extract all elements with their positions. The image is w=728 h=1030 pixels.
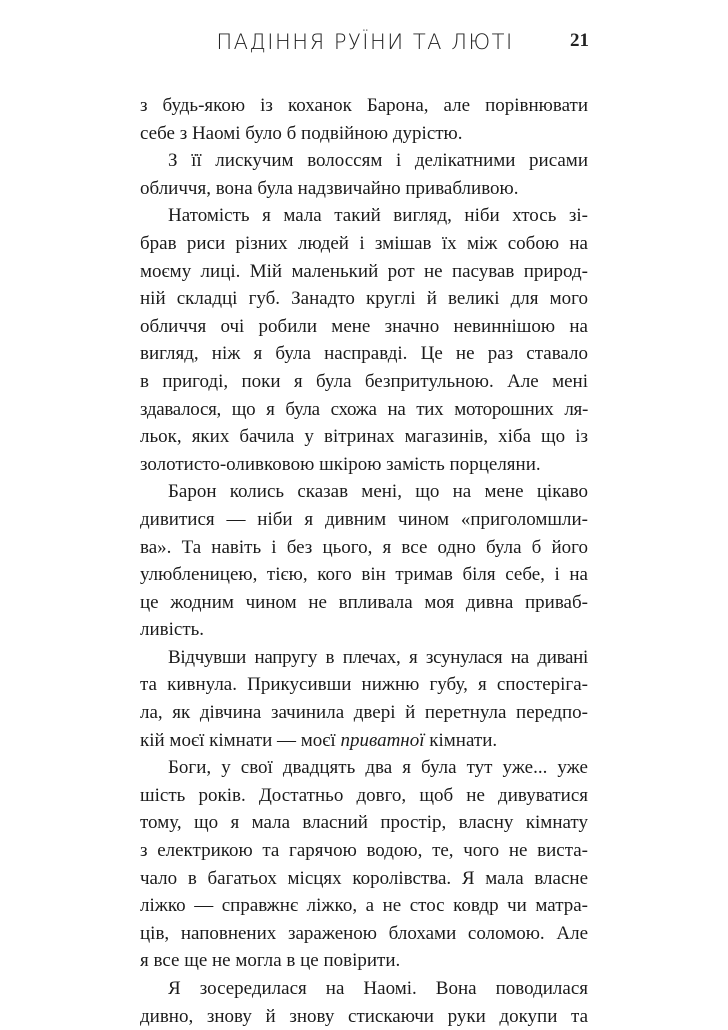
text-line: дивно, знову й знову стискаючи руки докупи та <box>140 1005 588 1027</box>
text-line: та кивнула. Прикусивши нижню губу, я спостеріга- <box>140 674 588 696</box>
emphasized-word: приватної <box>340 729 425 751</box>
text-line: обличчя очі робили мене значно невиннішою на <box>140 315 588 337</box>
text-line: в пригоді, поки я була безпритульною. Але мені <box>140 370 588 392</box>
text-line: себе з Наомі було б подвійною дурістю. <box>140 122 463 144</box>
text-line: дивитися — ніби я дивним чином «приголомшли- <box>140 508 588 530</box>
text-run: кімнати. <box>424 729 498 751</box>
text-line: золотисто-оливковою шкірою замість порцеляни. <box>140 453 541 475</box>
text-line: ва». Та навіть і без цього, я все одно була б його <box>140 536 588 558</box>
text-line: це жодним чином не впливала моя дивна приваб- <box>140 591 588 613</box>
text-line <box>140 727 588 755</box>
text-line: улюбленицею, тією, кого він тримав біля себе, і на <box>140 564 588 586</box>
text-line: З її лискучим волоссям і делікатними рисами <box>168 150 588 172</box>
body-text <box>140 92 588 1030</box>
text-line: здавалося, що я була схожа на тих моторошних ля- <box>140 398 588 420</box>
text-line: ла, як дівчина зачинила двері й перетнула передпо- <box>140 702 588 724</box>
text-line: я все ще не могла в це повірити. <box>140 950 401 972</box>
text-line: Боги, у свої двадцять два я була тут уже... уже <box>168 757 588 779</box>
text-line: ліжко — справжнє ліжко, а не стос ковдр чи матра- <box>140 895 588 917</box>
text-line: ливість. <box>140 619 205 641</box>
text-line: Барон колись сказав мені, що на мене цікаво <box>168 481 588 503</box>
text-line: з будь-якою із коханок Барона, але порівнювати <box>140 95 588 116</box>
text-line: обличчя, вона була надзвичайно привабливою. <box>140 177 519 199</box>
text-line: ній складці губ. Занадто круглі й великі для мого <box>140 288 588 310</box>
text-line: льок, яких бачила у вітринах магазинів, хіба що із <box>140 426 588 448</box>
text-line: чало в багатьох місцях королівства. Я мала власне <box>140 867 588 889</box>
running-title: ПАДІННЯ РУЇНИ ТА ЛЮТІ <box>216 30 514 54</box>
text-line: вигляд, ніж я була насправді. Це не раз ставало <box>140 343 588 365</box>
text-run: кій моєї кімнати — моєї <box>140 729 341 751</box>
page-number: 21 <box>570 30 589 51</box>
text-line: з електрикою та гарячою водою, те, чого не виста- <box>140 840 588 862</box>
text-line: Я зосередилася на Наомі. Вона поводилася <box>168 978 588 999</box>
text-line: шість років. Достатньо довго, щоб не дивуватися <box>140 784 588 806</box>
text-line: Відчувши напругу в плечах, я зсунулася на дивані <box>168 646 588 668</box>
text-line: тому, що я мала власний простір, власну кімнату <box>140 812 588 834</box>
text-line: Натомість я мала такий вигляд, ніби хтось зі- <box>168 205 588 227</box>
text-line: брав риси різних людей і змішав їх між собою на <box>140 232 588 254</box>
text-line: ців, наповнених зараженою блохами соломою. Але <box>140 922 588 944</box>
text-line: моєму лиці. Мій маленький рот не пасував природ- <box>140 260 588 282</box>
